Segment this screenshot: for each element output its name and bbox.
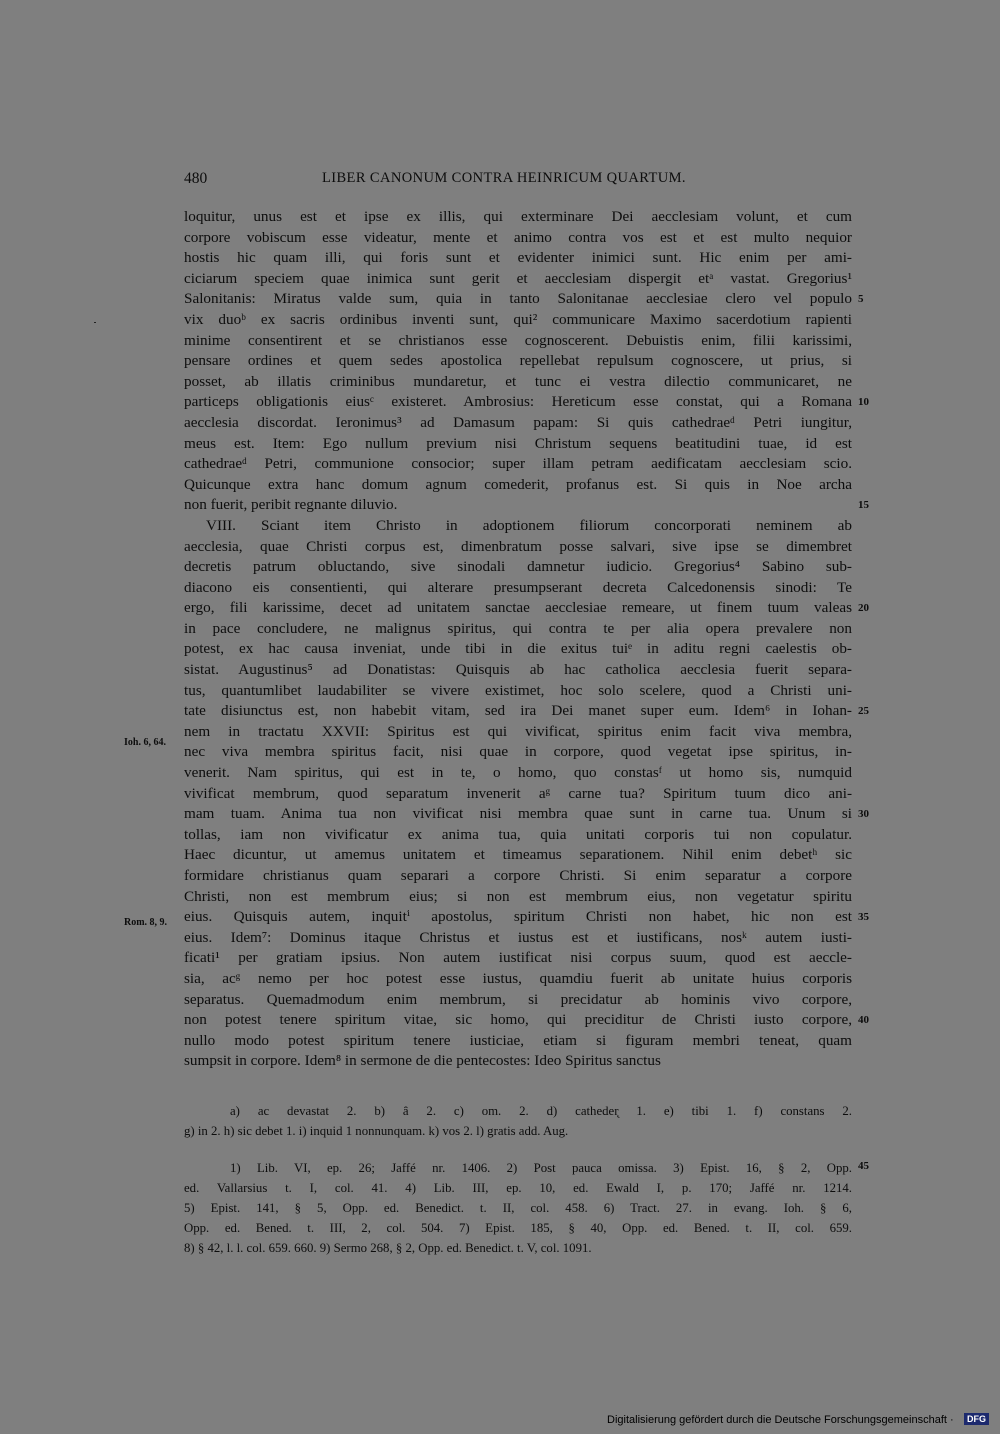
line-number: 15 [858,499,869,511]
text-line: Haec dicuntur, ut amemus unitatem et timeamus separationem. Nihil enim debetʰ sic [184,846,852,864]
text-line: vivificat membrum, quod separatum invenerit aᵍ carne tua? Spiritum tuum dico ani- [184,784,852,802]
textual-note-line: a) ac devastat 2. b) ȃ 2. c) om. 2. d) catheder̨ 1. e) tibi 1. f) constans 2. [230,1104,852,1118]
text-line: vix duoᵇ ex sacris ordinibus inventi sunt, qui² communicare Maximo sacerdotium rapienti [184,310,852,328]
text-line: meus est. Item: Ego nullum previum nisi Christum sequens beatitudini tuae, id est [184,434,852,452]
footnote-line: ed. Vallarsius t. I, col. 41. 4) Lib. III, ep. 10, ed. Ewald I, p. 170; Jaffé nr. 1214. [184,1181,852,1195]
text-line: hostis hic quam illi, qui foris sunt et evidenter inimici sunt. Hic enim per ami- [184,249,852,267]
text-line: corpore vobiscum esse videatur, mente et animo contra vos est et est multo nequior [184,228,852,246]
footnote-line: 8) § 42, l. l. col. 659. 660. 9) Sermo 268, § 2, Opp. ed. Benedict. t. V, col. 1091. [184,1241,592,1255]
text-line: diacono eis consentienti, qui alterare presumpserant decreta Calcedonensis sinodi: Te [184,578,852,596]
text-line: aecclesia, quae Christi corpus est, dimenbratum posse salvari, sive ipse se dimembret [184,537,852,555]
text-line: in pace concludere, ne malignus spiritus, qui contra te per alia opera prevalere non [184,619,852,637]
text-line: sumpsit in corpore. Idem⁸ in sermone de die pentecostes: Ideo Spiritus sanctus [184,1052,661,1070]
text-line: tate disiunctus est, non habebit vitam, sed ira Dei manet super eum. Idem⁶ in Iohan- [184,702,852,720]
footnotes [184,1158,852,1258]
text-line: Quicunque extra hanc domum agnum comederit, profanus est. Si quis in Noe archa [184,475,852,493]
line-number: 45 [858,1160,869,1172]
line-number: 25 [858,705,869,717]
text-line: sia, acᵍ nemo per hoc potest esse iustus, quamdiu fuerit ab unitate huius corporis [184,969,852,987]
textual-note-line: g) in 2. h) sic debet 1. i) inquid 1 nonnunquam. k) vos 2. l) gratis add. Aug. [184,1124,569,1138]
line-number: 10 [858,396,869,408]
text-line: sistat. Augustinus⁵ ad Donatistas: Quisquis ab hac catholica aecclesia fuerit separa- [184,661,852,679]
text-line: non fuerit, peribit regnante diluvio. [184,496,398,514]
text-line: decretis patrum obluctando, sive sinodali damnetur iudicio. Gregorius⁴ Sabino sub- [184,558,852,576]
text-line: Salonitanis: Miratus valde sum, quia in tanto Salonitanae aecclesiae clero vel populo [184,290,852,308]
text-line: loquitur, unus est et ipse ex illis, qui exterminare Dei aecclesiam volunt, et cum [184,208,852,225]
text-line: ergo, fili karissime, decet ad unitatem sanctae aecclesiae remeare, ut finem tuum valeas [184,599,852,617]
text-line: eius. Quisquis autem, inquitⁱ apostolus, spiritum Christi non habet, hic non est [184,908,852,926]
line-number: 35 [858,911,869,923]
margin-reference: Ioh. 6, 64. [124,737,166,748]
line-number: 30 [858,808,869,820]
text-line: mam tuam. Anima tua non vivificat nisi membra quae sunt in carne tua. Unum si [184,805,852,823]
text-line: ficati¹ per gratiam ipsius. Non autem iustificat nisi corpus suum, quod est aeccle- [184,949,852,967]
line-number: 40 [858,1014,869,1026]
section-start-line: VIII. Sciant item Christo in adoptionem filiorum concorporati neminem ab [206,516,852,534]
text-line: particeps obligationis eiusᶜ existeret. Ambrosius: Hereticum esse constat, qui a Romana [184,393,852,411]
text-line: formidare christianus quam separari a corpore Christi. Si enim separatur a corpore [184,867,852,884]
line-number: 20 [858,602,869,614]
textual-notes [184,1101,852,1141]
dfg-logo: DFG [964,1413,989,1425]
scan-speck [94,322,96,323]
text-line: non potest tenere spiritum vitae, sic homo, qui preciditur de Christi iusto corpore, [184,1011,852,1029]
digitization-credit: Digitalisierung gefördert durch die Deutsche Forschungsgemeinschaft · [607,1414,954,1426]
footnote-line: Opp. ed. Bened. t. III, 2, col. 504. 7) Epist. 185, § 40, Opp. ed. Bened. t. II, col. 659. [184,1221,852,1235]
text-line: minime consentirent et se christianos esse cognoscerent. Debuistis enim, filii karissimi, [184,331,852,349]
text-line: eius. Idem⁷: Dominus itaque Christus et iustus est et iustificans, nosᵏ autem iusti- [184,928,852,946]
footnote-line: 1) Lib. VI, ep. 26; Jaffé nr. 1406. 2) Post pauca omissa. 3) Epist. 16, § 2, Opp. [230,1161,852,1175]
text-line: ciciarum speciem quae inimica sunt gerit et aecclesiam dispergit etᵃ vastat. Gregorius¹ [184,269,852,287]
text-line: nec viva membra spiritus facit, nisi quae in corpore, quod vegetat ipse spiritus, in- [184,743,852,761]
text-line: separatus. Quemadmodum enim membrum, si precidatur ab hominis vivo corpore, [184,990,852,1008]
text-line: pensare ordines et quem sedes apostolica repellebat repulsum cognoscere, ut prius, si [184,352,852,370]
page-number: 480 [184,170,208,187]
text-line: tus, quantumlibet laudabiliter se vivere existimet, hoc solo scelere, quod a Christi uni- [184,681,852,699]
text-line: cathedraeᵈ Petri, communione consocior; super illam petram aedificatam aecclesiam scio. [184,455,852,473]
text-line: potest, ex hac causa inveniat, unde tibi in die exitus tuiᵉ in aditu regni caelestis ob- [184,640,852,658]
text-line: tollas, iam non vivificatur ex anima tua, quia unitati corporis tui non copulatur. [184,825,852,843]
margin-reference: Rom. 8, 9. [124,917,168,928]
text-line: venerit. Nam spiritus, qui est in te, o homo, quo constasᶠ ut homo sis, numquid [184,764,852,782]
text-line: nullo modo potest spiritum tenere iusticiae, etiam si figuram membri teneat, quam [184,1031,852,1049]
footnote-line: 5) Epist. 141, § 5, Opp. ed. Benedict. t. II, col. 458. 6) Tract. 27. in evang. Ioh. § 6, [184,1201,852,1215]
text-line: aecclesia discordat. Ieronimus³ ad Damasum papam: Si quis cathedraeᵈ Petri iungitur, [184,413,852,431]
body-text [184,207,852,1072]
line-number: 5 [858,293,864,305]
text-line: Christi, non est membrum eius; si non est membrum eius, non vegetatur spiritu [184,887,852,905]
running-title: LIBER CANONUM CONTRA HEINRICUM QUARTUM. [322,170,686,186]
text-line: nem in tractatu XXVII: Spiritus est qui vivificat, spiritus enim facit viva membra, [184,722,852,740]
text-line: posset, ab illatis criminibus mundaretur, et tunc ei vestra dilectio communicaret, ne [184,372,852,390]
